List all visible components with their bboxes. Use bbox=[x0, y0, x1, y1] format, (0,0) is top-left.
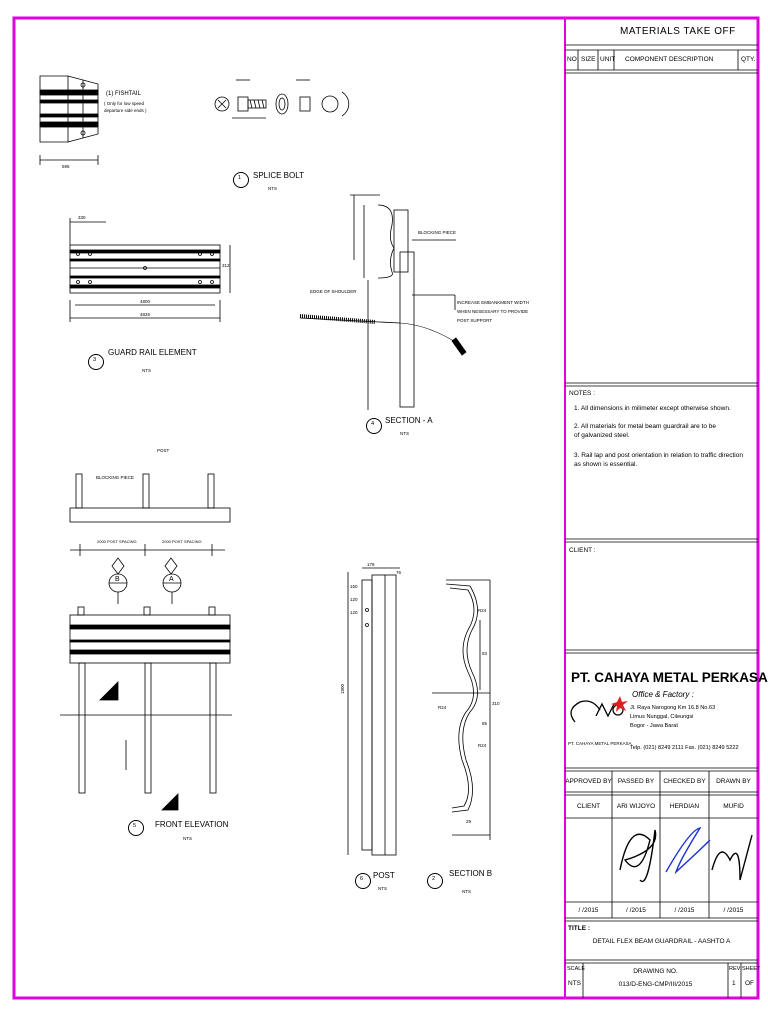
embankment-note-3: POST SUPPORT bbox=[457, 318, 493, 323]
drawing-no-label: DRAWING NO. bbox=[633, 968, 678, 975]
sheet-label: SHEET bbox=[742, 966, 761, 972]
phone-fax: Telp. (021) 8249 2111 Fax. (021) 8249 5222 bbox=[630, 745, 739, 751]
guard-rail-title: GUARD RAIL ELEMENT bbox=[108, 348, 197, 357]
approved-by-name: CLIENT bbox=[576, 803, 601, 810]
checked-by-name: HERDIAN bbox=[669, 803, 700, 810]
front-elevation-view bbox=[60, 558, 232, 810]
section-b-dim-310: 310 bbox=[492, 701, 500, 706]
client-label: CLIENT : bbox=[569, 547, 596, 554]
drawn-by-name: MUFID bbox=[723, 803, 744, 810]
post-spacing-2: 2000 POST SPACING bbox=[162, 539, 202, 544]
section-b-dim-r1: R24 bbox=[478, 608, 487, 613]
post-dim-120b: 120 bbox=[350, 610, 358, 615]
signature-passed bbox=[666, 828, 710, 872]
sheet-value: OF bbox=[745, 980, 755, 987]
section-b-dim-r2: R24 bbox=[438, 705, 447, 710]
splice-bolt-view bbox=[215, 80, 349, 118]
post-label: POST bbox=[157, 448, 170, 453]
guard-rail-num: 3 bbox=[93, 357, 97, 363]
post-height-dim: 1800 bbox=[340, 683, 346, 695]
note-2b: of galvanized steel. bbox=[574, 432, 630, 439]
guard-rail-dim-4: 312 bbox=[222, 263, 230, 268]
fishtail-note-2: departure side ends ) bbox=[104, 108, 147, 113]
post-bubble bbox=[355, 873, 371, 889]
col-component-description: COMPONENT DESCRIPTION bbox=[625, 56, 714, 63]
address-1: Jl. Raya Narogong Km 16.8 No.63 bbox=[630, 705, 716, 711]
drawing-number: 013/D-ENG-CMP/III/2015 bbox=[618, 981, 693, 988]
logo-caption: PT. CAHAYA METAL PERKASA bbox=[568, 741, 632, 746]
post-dim-150: 150 bbox=[350, 584, 358, 589]
blocking-piece-label: BLOCKING PIECE bbox=[96, 475, 135, 480]
front-elevation-num: 5 bbox=[133, 823, 137, 829]
front-elevation-title: FRONT ELEVATION bbox=[155, 820, 229, 829]
splice-bolt-bubble bbox=[233, 172, 249, 188]
guard-rail-element-view bbox=[70, 218, 230, 322]
title-label: TITLE : bbox=[568, 925, 591, 932]
post-spacing-view bbox=[70, 474, 230, 556]
section-b-bubble bbox=[427, 873, 443, 889]
section-b-title: SECTION B bbox=[449, 869, 493, 878]
section-b-dim-r3: R24 bbox=[478, 743, 487, 748]
fishtail-note-1: ( Only for low speed bbox=[104, 101, 145, 106]
post-dim-76: 76 bbox=[396, 570, 402, 575]
embankment-note-1: INCREASE EMBANKMENT WIDTH bbox=[457, 300, 529, 305]
approved-date: / /2015 bbox=[578, 907, 599, 914]
passed-date: / /2015 bbox=[626, 907, 646, 914]
splice-bolt-num: 1 bbox=[238, 175, 242, 181]
scale-value: NTS bbox=[568, 980, 581, 987]
marker-a: A bbox=[169, 576, 174, 583]
guard-rail-dim-2: 4826 bbox=[140, 312, 151, 317]
office-label: Office & Factory : bbox=[632, 690, 694, 699]
company-name: PT. CAHAYA METAL PERKASA bbox=[571, 670, 768, 685]
post-dim-178: 178 bbox=[367, 562, 375, 567]
section-a-scale: NTS bbox=[400, 431, 409, 436]
signature-approved bbox=[620, 830, 656, 881]
col-no: NO bbox=[567, 56, 577, 63]
embankment-note-2: WHEN NESESSARY TO PROVIDE bbox=[457, 309, 529, 314]
cmp-logo bbox=[571, 696, 628, 722]
address-2: Limus Nunggal, Cileungsi bbox=[630, 714, 694, 720]
note-3b: as shown is essential. bbox=[574, 461, 638, 468]
guard-rail-dim-1: 4800 bbox=[140, 299, 151, 304]
front-elevation-bubble bbox=[128, 820, 144, 836]
col-qty: QTY. bbox=[741, 56, 756, 63]
section-b-dim-29: 29 bbox=[466, 819, 472, 824]
post-view-num: 6 bbox=[360, 876, 364, 882]
marker-b: B bbox=[115, 576, 120, 583]
address-3: Bogor - Jawa Barat bbox=[630, 723, 678, 729]
checked-date: / /2015 bbox=[674, 907, 695, 914]
note-3: 3. Rail lap and post orientation in relation to traffic direction bbox=[574, 452, 743, 459]
title-block-grid bbox=[565, 45, 761, 998]
scale-label: SCALE bbox=[567, 966, 586, 972]
signature-checked bbox=[712, 835, 752, 880]
passed-by-name: ARI WIJOYO bbox=[616, 803, 656, 810]
fishtail-label: (1) FISHTAIL bbox=[106, 91, 141, 97]
splice-bolt-scale: NTS bbox=[268, 186, 277, 191]
fishtail-dim: 595 bbox=[62, 164, 70, 169]
post-view-title: POST bbox=[373, 871, 395, 880]
section-a-blocking: BLOCKING PIECE bbox=[418, 230, 457, 235]
signatures bbox=[620, 828, 752, 881]
col-unit: UNIT bbox=[600, 56, 616, 63]
guard-rail-dim-3: 330 bbox=[78, 215, 86, 220]
approved-by-header: APPROVED BY bbox=[565, 778, 612, 785]
rev-value: 1 bbox=[732, 980, 736, 987]
splice-bolt-title: SPLICE BOLT bbox=[253, 171, 304, 180]
rev-label: REV bbox=[729, 966, 741, 972]
materials-take-off-title: MATERIALS TAKE OFF bbox=[620, 26, 736, 37]
section-b-dim-83: 83 bbox=[482, 651, 488, 656]
drawing-title: DETAIL FLEX BEAM GUARDRAIL - AASHTO A bbox=[592, 938, 731, 945]
drawn-date: / /2015 bbox=[723, 907, 744, 914]
notes-title: NOTES : bbox=[569, 390, 596, 397]
section-a-bubble bbox=[366, 418, 382, 434]
section-a-title: SECTION - A bbox=[385, 416, 433, 425]
fishtail-view bbox=[40, 76, 98, 165]
checked-by-header: CHECKED BY bbox=[663, 778, 706, 785]
guard-rail-bubble bbox=[88, 354, 104, 370]
post-view-scale: NTS bbox=[378, 886, 387, 891]
section-b-scale: NTS bbox=[462, 889, 471, 894]
post-spacing-1: 2000 POST SPACING bbox=[97, 539, 137, 544]
section-b-num: 2 bbox=[432, 876, 436, 882]
section-a-num: 4 bbox=[371, 421, 375, 427]
front-elevation-scale: NTS bbox=[183, 836, 192, 841]
drawn-by-header: DRAWN BY bbox=[716, 778, 751, 785]
edge-of-shoulder: EDGE OF SHOULDER bbox=[310, 289, 357, 294]
post-dim-120a: 120 bbox=[350, 597, 358, 602]
col-size: SIZE bbox=[581, 56, 596, 63]
section-b-dim-85: 85 bbox=[482, 721, 488, 726]
guard-rail-scale: NTS bbox=[142, 368, 151, 373]
passed-by-header: PASSED BY bbox=[617, 778, 655, 785]
note-1: 1. All dimensions in milimeter except otherwise shown. bbox=[574, 405, 731, 412]
note-2: 2. All materials for metal beam guardrail are to be bbox=[574, 423, 716, 430]
section-a-view bbox=[300, 195, 466, 410]
